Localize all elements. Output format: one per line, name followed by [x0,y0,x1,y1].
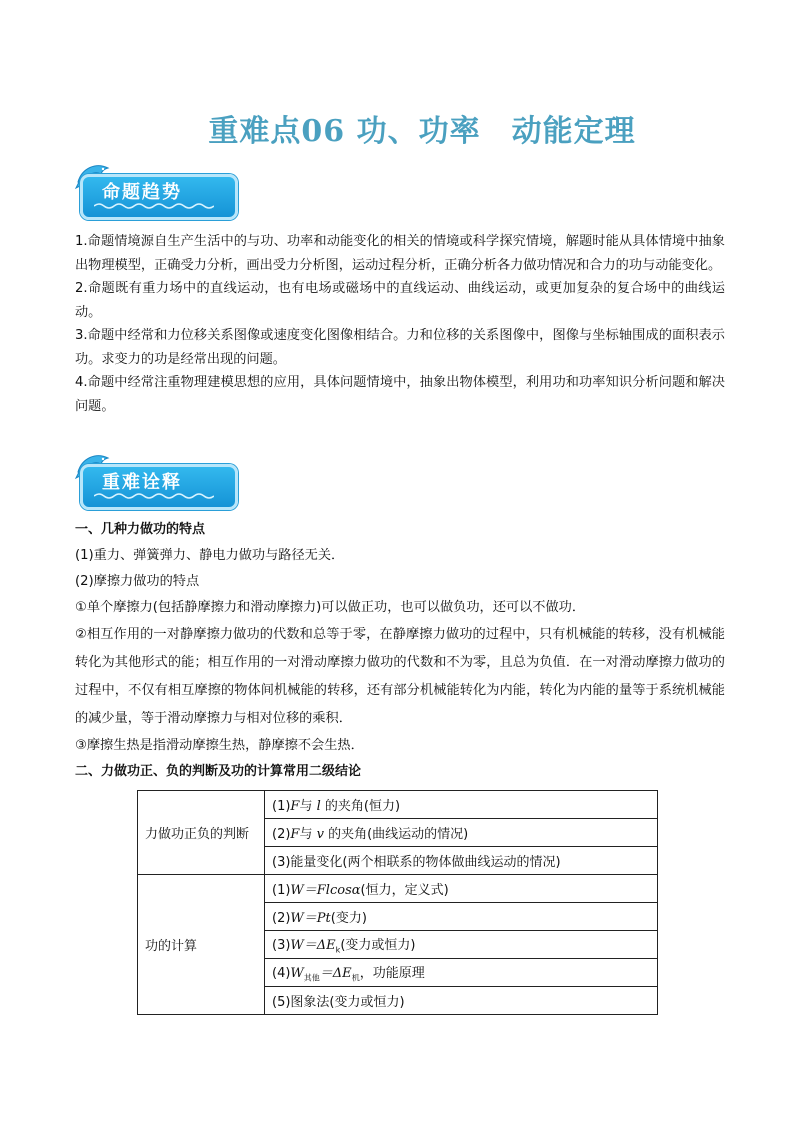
part1 [75,517,725,785]
table-cell: (1)F与 l 的夹角(恒力) [265,791,658,819]
table-row [138,875,658,903]
paragraph: ③摩擦生热是指滑动摩擦生热，静摩擦不会生热． [75,738,364,753]
table-row [138,791,658,819]
table-cell: (3)能量变化(两个相联系的物体做曲线运动的情况) [265,847,658,875]
table-cell: $(4)W_{其他}=\Delta E_机$，功能原理 [265,959,658,987]
section-badge-explain [72,450,242,512]
trend-item: 3.命题中经常和力位移关系图像或速度变化图像相结合。力和位移的关系图像中，图像与坐标轴围成的面积表示功。求变力的功是经常出现的问题。 [75,328,725,367]
table-cell: (2)F与 v 的夹角(曲线运动的情况) [265,819,658,847]
trend-item: 1.命题情境源自生产生活中的与功、功率和动能变化的相关的情境或科学探究情境，解题时能从具体情境中抽象出物理模型，正确受力分析，画出受力分析图，运动过程分析，正确分析各力做功情况和合力的功与动能变化。 [75,234,725,273]
trend-item: 4.命题中经常注重物理建模思想的应用，具体问题情境中，抽象出物体模型，利用功和功率知识分析问题和解决问题。 [75,375,725,414]
paragraph: ①单个摩擦力(包括静摩擦力和滑动摩擦力)可以做正功，也可以做负功，还可以不做功． [75,600,586,615]
section-heading: 一、几种力做功的特点 [75,522,206,537]
conclusion-table [137,790,658,1015]
wave-decoration [94,202,214,210]
page-title: 重难点06 功、功率 动能定理 [208,114,636,149]
trend-list [75,230,725,418]
table-cell: (1)W＝Flcosα(恒力，定义式) [265,875,658,903]
badge-label: 重难诠释 [102,472,182,493]
paragraph: (1)重力、弹簧弹力、静电力做功与路径无关． [75,548,345,563]
section-heading: 二、力做功正、负的判断及功的计算常用二级结论 [75,764,362,779]
badge-label: 命题趋势 [102,182,182,203]
section-badge-trend [72,160,242,222]
paragraph: ②相互作用的一对静摩擦力做功的代数和总等于零，在静摩擦力做功的过程中，只有机械能的转移，没有机械能转化为其他形式的能；相互作用的一对滑动摩擦力做功的代数和不为零，且总为负值．在一对滑动摩擦力做功的过程中，不仅有相互摩擦的物体间机械能的转移，还有部分机械能转化为内能，转化为内能的量等于系统机械能的减少量，等于滑动摩擦力与相对位移的乘积． [75,627,725,726]
paragraph: (2)摩擦力做功的特点 [75,574,200,589]
wave-decoration [94,492,214,500]
table-cell: (5)图象法(变力或恒力) [265,987,658,1015]
table-cell: $(3)W=\Delta E_k$(变力或恒力) [265,931,658,959]
table-row-label: 力做功正负的判断 [138,791,265,875]
table-row-label: 功的计算 [138,875,265,1015]
table-cell: (2)W＝Pt(变力) [265,903,658,931]
trend-item: 2.命题既有重力场中的直线运动，也有电场或磁场中的直线运动、曲线运动，或更加复杂的复合场中的曲线运动。 [75,281,725,320]
